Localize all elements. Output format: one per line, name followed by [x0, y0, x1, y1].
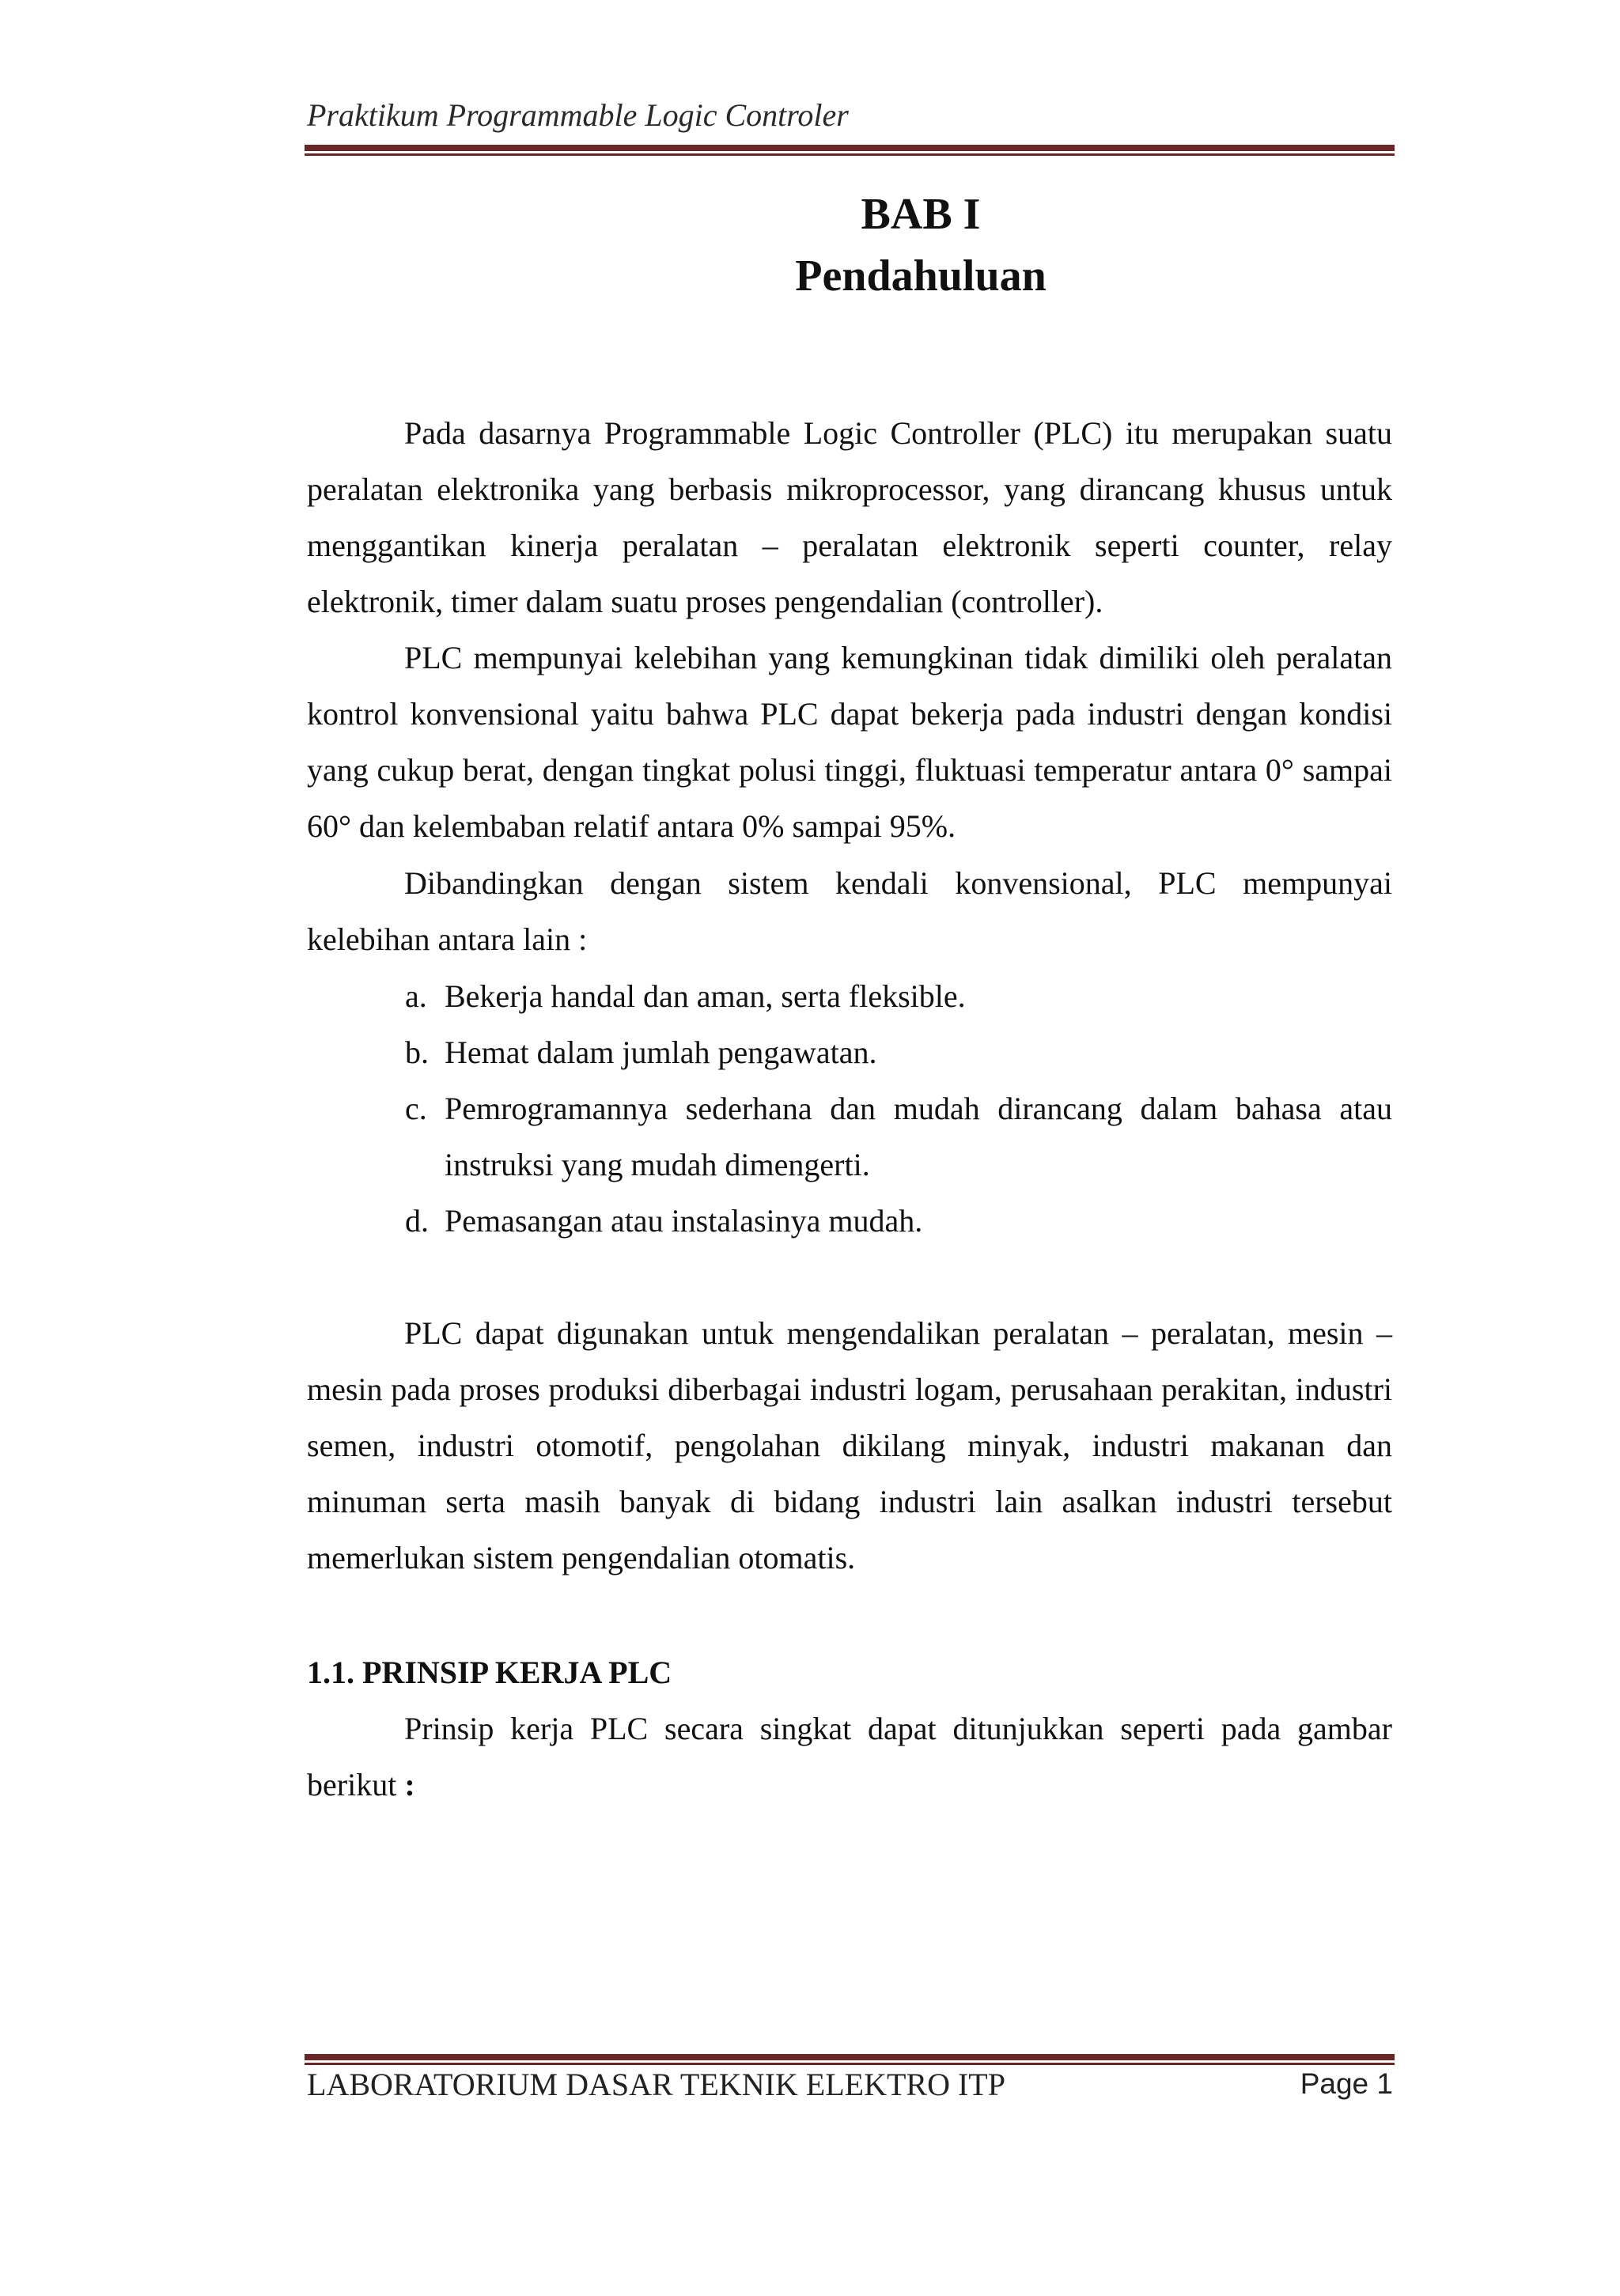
advantages-list: [405, 968, 1392, 1249]
page-number: Page 1: [1300, 2067, 1393, 2100]
list-item: [405, 1080, 1392, 1193]
section-heading: 1.1. PRINSIP KERJA PLC: [307, 1655, 672, 1690]
paragraph-text: PLC dapat digunakan untuk mengendalikan peralatan – peralatan, mesin – mesin pada proses produksi diberbagai industri logam, perusahaan perakitan, industri semen, industri otomotif, pengolahan dikilang minyak, industri makanan dan minuman serta masih banyak di bidang industri lain asalkan industri tersebut memerlukan sistem pengendalian otomatis.: [307, 1315, 1392, 1575]
paragraph-1: [307, 405, 1392, 630]
list-marker: d.: [405, 1203, 429, 1239]
paragraph-text: Dibandingkan dengan sistem kendali konvensional, PLC mempunyai kelebihan antara lain :: [307, 865, 1392, 957]
paragraph-text: Pada dasarnya Programmable Logic Controller (PLC) itu merupakan suatu peralatan elektronika yang berbasis mikroprocessor, yang dirancang khusus untuk menggantikan kinerja peralatan – peralatan elektronik seperti counter, relay elektronik, timer dalam suatu proses pengendalian (controller).: [307, 415, 1392, 619]
chapter-heading: [376, 183, 1466, 307]
section-text: Prinsip kerja PLC secara singkat dapat ditunjukkan seperti pada gambar berikut: [307, 1711, 1392, 1802]
list-item: [405, 1193, 1392, 1249]
list-item-text: Hemat dalam jumlah pengawatan.: [445, 1035, 877, 1070]
paragraph-4: [307, 1305, 1392, 1586]
footer-rule: [305, 2054, 1395, 2065]
list-item: [405, 968, 1392, 1024]
paragraph-text: [307, 1700, 1392, 1813]
list-item-text: Pemasangan atau instalasinya mudah.: [445, 1203, 923, 1239]
paragraph-3: [307, 855, 1392, 967]
header-rule: [305, 145, 1395, 156]
paragraph-2: [307, 630, 1392, 854]
list-marker: b.: [405, 1035, 429, 1070]
paragraph-text: PLC mempunyai kelebihan yang kemungkinan tidak dimiliki oleh peralatan kontrol konvensional yaitu bahwa PLC dapat bekerja pada industri dengan kondisi yang cukup berat, dengan tingkat polusi tinggi, fluktuasi temperatur antara 0° sampai 60° dan kelembaban relatif antara 0% sampai 95%.: [307, 640, 1392, 844]
section-text-end: :: [396, 1767, 415, 1802]
list-item: [405, 1024, 1392, 1080]
list-item-text: Pemrogramannya sederhana dan mudah dirancang dalam bahasa atau instruksi yang mudah dimengerti.: [445, 1091, 1392, 1182]
chapter-title: Pendahuluan: [795, 252, 1047, 301]
section-paragraph: [307, 1700, 1392, 1813]
running-header: Praktikum Programmable Logic Controler: [307, 97, 849, 133]
list-marker: a.: [405, 978, 427, 1014]
list-item-text: Bekerja handal dan aman, serta fleksible.: [445, 978, 966, 1014]
chapter-number: BAB I: [861, 190, 981, 239]
footer-lab-name: LABORATORIUM DASAR TEKNIK ELEKTRO ITP: [307, 2067, 1005, 2102]
list-marker: c.: [405, 1091, 427, 1126]
